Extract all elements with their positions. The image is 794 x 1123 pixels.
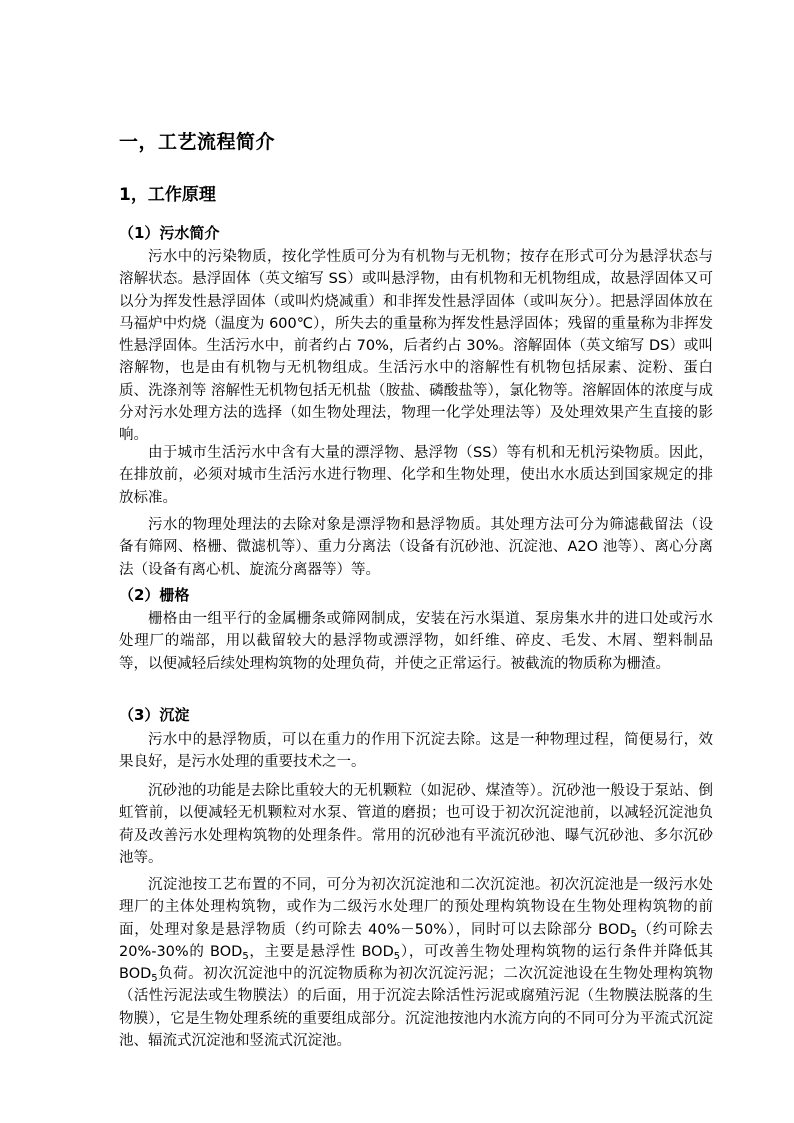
paragraph-grid: 栅格由一组平行的金属栅条或筛网制成，安装在污水渠道、泵房集水井的进口处或污水处理厂的端部，用以截留较大的悬浮物或漂浮物，如纤维、碎皮、毛发、木屑、塑料制品等，以便减轻后续处理构筑物的处理负荷，并使之正常运行。被截流的物质称为栅渣。 <box>119 611 713 672</box>
heading-process-overview: 一，工艺流程简介 <box>119 131 276 153</box>
paragraph-urban-sewage: 由于城市生活污水中含有大量的漂浮物、悬浮物（SS）等有机和无机污染物质。因此，在排放前，必须对城市生活污水进行物理、化学和生物处理，使出水水质达到国家规定的排放标准。 <box>119 445 713 506</box>
text-segment: ），可改善生物处理构筑物的运行条件并降低其 BOD <box>119 943 713 983</box>
subscript-5: 5 <box>151 973 158 985</box>
section-grid: （2）栅格 <box>119 586 190 604</box>
text-segment: 沉淀池按工艺布置的不同，可分为初次沉淀池和二次沉淀池。初次沉淀池是一级污水处理厂的主体处理构筑物，或作为二级污水处理厂的预处理构筑物设在生物处理构筑物的前面，处理对象是悬浮物质（约可除去 40%－50%），同时可以去除部分 BOD <box>119 877 713 938</box>
section-sedimentation: （3）沉淀 <box>119 706 190 724</box>
subscript-5: 5 <box>630 928 637 940</box>
text-segment: 负荷。初次沉淀池中的沉淀物质称为初次沉淀污泥；二次沉淀池设在生物处理构筑物（活性污泥法或生物膜法）的后面，用于沉淀去除活性污泥或腐殖污泥（生物膜法脱落的生物膜），它是生物处理系统的重要组成部分。沉淀池按池内水流方向的不同可分为平流式沉淀池、辐流式沉淀池和竖流式沉淀池。 <box>119 966 713 1050</box>
heading-working-principle: 1，工作原理 <box>119 185 216 205</box>
subscript-5: 5 <box>393 950 401 962</box>
paragraph-sedimentation-intro: 污水中的悬浮物质，可以在重力的作用下沉淀去除。这是一种物理过程，简便易行，效果良好，是污水处理的重要技术之一。 <box>119 732 713 771</box>
paragraph-grit-chamber: 沉砂池的功能是去除比重较大的无机颗粒（如泥砂、煤渣等）。沉砂池一般设于泵站、倒虹管前，以便减轻无机颗粒对水泵、管道的磨损；也可设于初次沉淀池前，以减轻沉淀池负荷及改善污水处理构筑物的处理条件。常用的沉砂池有平流沉砂池、曝气沉砂池、多尔沉砂池等。 <box>119 783 713 866</box>
text-segment: （约可除去 20%-30%的 BOD <box>119 921 713 960</box>
section-sewage-intro: （1）污水简介 <box>119 224 220 242</box>
subscript-5: 5 <box>242 950 249 962</box>
paragraph-pollutants: 污水中的污染物质，按化学性质可分为有机物与无机物；按存在形式可分为悬浮状态与溶解状态。悬浮固体（英文缩写 SS）或叫悬浮物，由有机物和无机物组成，故悬浮固体又可以分为挥发性悬浮固体（或叫灼烧减重）和非挥发性悬浮固体（或叫灰分）。把悬浮固体放在马福炉中灼烧（温度为 600℃），所失去的重量称为挥发性悬浮固体；残留的重量称为非挥发性悬浮固体。生活污水中，前者约占 70%，后者约占 30%。溶解固体（英文缩写 DS）或叫溶解物，也是由有机物与无机物组成。生活污水中的溶解性有机物包括尿素、淀粉、蛋白质、洗涤剂等 溶解性无机物包括无机盐（胺盐、磷酸盐等），氯化物等。溶解固体的浓度与成分对污水处理方法的选择（如生物处理法，物理一化学处理法等）及处理效果产生直接的影响。 <box>119 249 713 444</box>
text-segment: ，主要是悬浮性 BOD <box>248 943 394 960</box>
paragraph-physical-treatment: 污水的物理处理法的去除对象是漂浮物和悬浮物质。其处理方法可分为筛滤截留法（设备有筛网、格栅、微滤机等）、重力分离法（设备有沉砂池、沉淀池、A2O 池等）、离心分离法（设备有离心机、旋流分离器等）等。 <box>119 517 713 578</box>
paragraph-sedimentation-tank <box>119 874 713 1052</box>
